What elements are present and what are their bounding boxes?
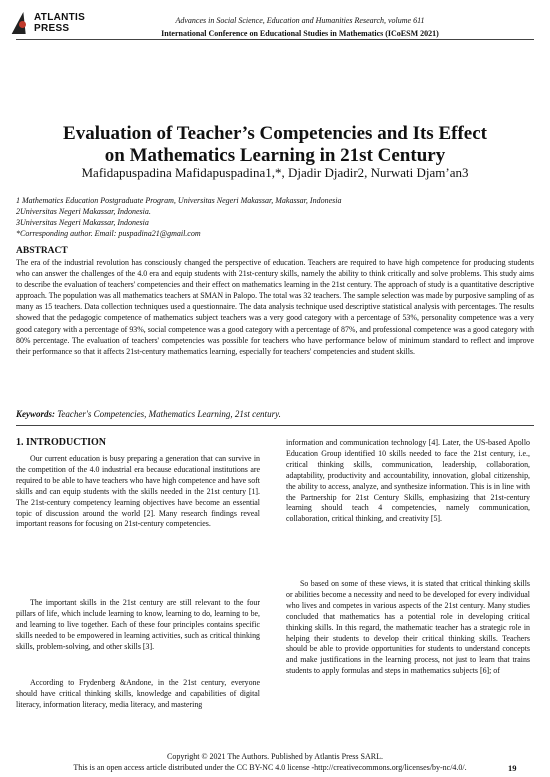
keywords-rule [16,425,534,426]
paragraph-text: So based on some of these views, it is stated that critical thinking skills or abilities become a necessity and need to be developed for every individual who lives and competes in various aspects of the 21st century. Many studies concluded that mathematics has a potential role in developing critical thinking skills. In this regard, the mathematic teacher has a strategic role in helping their students to develop their critical thinking skills. Teachers should be able to provide opportunities for students to understand concepts and make justifications in the learning process, not just to learn that trains students to apply formulas and steps in mathematics subjects [6]; of [286,579,530,676]
license-notice: This is an open access article distributed under the CC BY-NC 4.0 license -http://creativecommons.org/licenses/by-nc/4.0/. [73,763,467,772]
intro-paragraph-3 [16,678,260,711]
paragraph-text: The important skills in the 21st century are still relevant to the four pillars of life, which include learning to know, learning to do, learning to be, and learning to live together. Each of these four principles contains specific skills needed to be empowered in learning activities, such as critical thinking skills, problem-solving, and other skills [3]. [16,598,260,651]
intro-paragraph-4 [286,438,530,525]
header-rule [16,39,534,40]
affiliation-3: 3Universitas Negeri Makassar, Indonesia [16,218,149,227]
title-line-1: Evaluation of Teacher’s Competencies and Its Effect [63,123,487,144]
logo-dot-icon [19,21,26,28]
paper-title [30,123,520,167]
paragraph-text: information and communication technology [4]. Later, the US-based Apollo Education Group identified 10 skills needed to face the 21st century, i.e., critical thinking skills, communication, leadership, collaboration, adaptability, productivity and accountability, innovation, global citizenship, the ability to access, analyze, and synthesize information. This is in line with the Partnership for 21st Century Skills, emphasizing that 21st-century learning should teach 4 competencies, namely communication, collaboration, critical thinking, and creativity [5]. [286,438,530,524]
logo-text-line2: PRESS [34,23,70,34]
intro-paragraph-5 [286,579,530,677]
abstract-body: The era of the industrial revolution has consciously changed the perspective of education. Teachers are required to have high competence for producing students who can answer the challenges of the 4.0 era and equip students with 21st-century skills, namely the ability to think critically and solve problems. This study aims to describe the evaluation of teachers' competencies and their effect on mathematics learning in the 21st century. The approach of study is a quantitative descriptive approach. The population was all mathematics teachers at SMAN in Palopo. The total was 32 teachers. The sample selection was made by purposive sampling of as many as 15 teachers. Data collection techniques used a questionnaire. The data analysis technique used descriptive statistical analysis with percentages. The results showed that the pedagogic competence of mathematics subject teachers was a very good category with a percentage of 53%, personality competence was a very good category with a percentage of 93%, social competence was a good category with a percentage of 87%, and professional competence was a good category with 80% percentage. The evaluation of teachers' competencies was possible for teachers who have performance below of minimum standard to reflect and improve their performance so that it affects 21st-century mathematics learning, especially for teachers' competencies and student skills. [16,258,534,356]
atlantis-press-logo [14,12,86,38]
intro-paragraph-2 [16,598,260,653]
abstract-heading: ABSTRACT [16,246,68,256]
corresponding-author: *Corresponding author. Email: puspadina21@gmail.com [16,229,201,238]
keywords-list: Teacher's Competencies, Mathematics Learning, 21st century. [57,409,281,419]
conference-name: International Conference on Educational Studies in Mathematics (ICoESM 2021) [161,29,439,38]
keywords [16,409,281,419]
page-number: 19 [508,763,517,773]
affiliation-2: 2Universitas Negeri Makassar, Indonesia. [16,207,151,216]
paragraph-text: According to Frydenberg &Andone, in the 21st century, everyone should have critical thinking skills, knowledge and capabilities of digital literacy, information literacy, media literacy, and mastering [16,678,260,709]
author-list: Mafidapuspadina Mafidapuspadina1,*, Djadir Djadir2, Nurwati Djam’an3 [81,165,469,180]
title-line-2: on Mathematics Learning in 21st Century [104,145,446,166]
logo-text-line1: ATLANTIS [34,12,86,23]
intro-paragraph-1 [16,454,260,530]
journal-series: Advances in Social Science, Education and Humanities Research, volume 611 [175,16,425,25]
copyright-notice: Copyright © 2021 The Authors. Published by Atlantis Press SARL. [167,752,383,761]
affiliation-1: 1 Mathematics Education Postgraduate Program, Universitas Negeri Makassar, Makassar, Indonesia [16,196,342,205]
section-heading-introduction: 1. INTRODUCTION [16,437,107,448]
keywords-label: Keywords: [16,409,55,419]
paragraph-text: Our current education is busy preparing a generation that can survive in the competition of the 4.0 industrial era because educational institutions are required to be able to have teachers who have high competence and have soft skills and can equip students with the skills needed in the 21st century [1]. The 21st-century competency learning objectives have become an essential topic of discussion around the world [2]. Many research findings reveal important reasons for focusing on 21st-century competencies. [16,454,260,529]
